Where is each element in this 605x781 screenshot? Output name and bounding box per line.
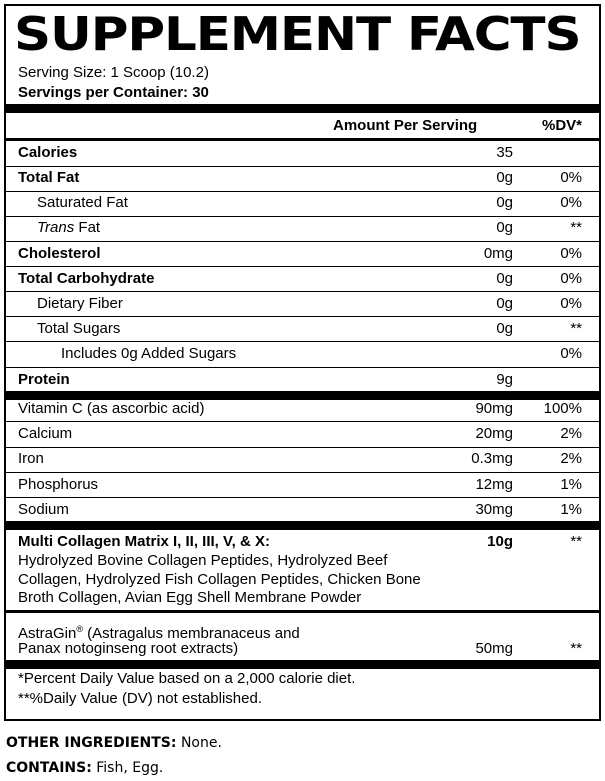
row-divider (4, 367, 601, 368)
servings-per-container: Servings per Container: 30 (18, 84, 209, 101)
divider-medium (4, 138, 601, 141)
vitamin-amount: 0.3mg (471, 450, 513, 467)
collagen-description-line: Hydrolyzed Bovine Collagen Peptides, Hydrolyzed Beef (18, 552, 388, 569)
nutrient-name: Dietary Fiber (37, 295, 123, 312)
row-divider (4, 316, 601, 317)
vitamin-amount: 30mg (475, 501, 513, 518)
trans-italic: Trans (37, 219, 75, 236)
vitamin-amount: 12mg (475, 476, 513, 493)
contains-label: CONTAINS: (6, 760, 92, 776)
astragin-dv: ** (570, 640, 582, 657)
serving-size: Serving Size: 1 Scoop (10.2) (18, 64, 209, 81)
nutrient-amount: 0g (496, 169, 513, 186)
row-divider (4, 191, 601, 192)
dv-header: %DV* (541, 117, 582, 134)
divider-thick (4, 660, 601, 669)
row-divider (4, 497, 601, 498)
other-ingredients-value: None. (176, 735, 222, 751)
nutrient-name: Total Sugars (37, 320, 121, 337)
contains-value: Fish, Egg. (91, 760, 164, 776)
vitamin-dv: 2% (560, 450, 582, 467)
row-divider (4, 472, 601, 473)
collagen-description-line: Collagen, Hydrolyzed Fish Collagen Peptides, Chicken Bone (18, 571, 421, 588)
vitamin-dv: 2% (560, 425, 582, 442)
row-divider (4, 421, 601, 422)
nutrient-dv: 0% (560, 245, 582, 262)
vitamin-name: Vitamin C (as ascorbic acid) (18, 400, 205, 417)
vitamin-name: Iron (18, 450, 44, 467)
vitamin-amount: 20mg (475, 425, 513, 442)
nutrient-dv: ** (570, 219, 582, 236)
vitamin-amount: 90mg (475, 400, 513, 417)
fat-label: Fat (74, 219, 101, 236)
nutrient-dv: 0% (560, 270, 582, 287)
nutrient-name-trans-fat (37, 219, 100, 237)
nutrient-amount: 0mg (483, 245, 513, 262)
collagen-dv: ** (570, 533, 582, 550)
collagen-name: Multi Collagen Matrix I, II, III, V, & X: (18, 533, 270, 550)
vitamin-dv: 1% (560, 476, 582, 493)
amount-per-serving-header: Amount Per Serving (333, 117, 478, 134)
panel-title: SUPPLEMENT FACTS (14, 7, 581, 61)
footnote: **%Daily Value (DV) not established. (18, 690, 263, 707)
row-divider (4, 216, 601, 217)
collagen-amount: 10g (487, 533, 513, 550)
row-divider (4, 266, 601, 267)
astragin-latin: (Astragalus membranaceus and (83, 625, 300, 642)
nutrient-dv: 0% (560, 194, 582, 211)
collagen-description-line: Broth Collagen, Avian Egg Shell Membrane Powder (18, 589, 362, 606)
nutrient-dv: 0% (560, 345, 582, 362)
astragin-amount: 50mg (475, 640, 513, 657)
nutrient-name: Protein (18, 371, 70, 388)
nutrient-dv: ** (570, 320, 582, 337)
nutrient-name: Calories (18, 144, 78, 161)
row-divider (4, 291, 601, 292)
vitamin-name: Calcium (18, 425, 73, 442)
nutrient-name: Total Carbohydrate (18, 270, 155, 287)
vitamin-dv: 1% (560, 501, 582, 518)
vitamin-name: Phosphorus (18, 476, 99, 493)
divider-thick (4, 521, 601, 530)
nutrient-amount: 9g (496, 371, 513, 388)
nutrient-name: Includes 0g Added Sugars (61, 345, 237, 362)
nutrient-dv: 0% (560, 295, 582, 312)
nutrient-amount: 0g (496, 219, 513, 236)
nutrient-amount: 0g (496, 320, 513, 337)
nutrient-name: Saturated Fat (37, 194, 128, 211)
contains (6, 759, 163, 777)
nutrient-amount: 0g (496, 270, 513, 287)
row-divider (4, 447, 601, 448)
astragin-brand: AstraGin (18, 625, 77, 642)
nutrient-amount: 0g (496, 194, 513, 211)
divider-thick (4, 104, 601, 113)
astragin-line2: Panax notoginseng root extracts) (18, 640, 239, 657)
nutrient-amount: 0g (496, 295, 513, 312)
other-ingredients-label: OTHER INGREDIENTS: (6, 735, 177, 751)
divider-medium (4, 610, 601, 613)
other-ingredients (6, 734, 222, 752)
divider-thick (4, 391, 601, 400)
row-divider (4, 341, 601, 342)
nutrient-name: Total Fat (18, 169, 80, 186)
vitamin-name: Sodium (18, 501, 69, 518)
row-divider (4, 166, 601, 167)
vitamin-dv: 100% (543, 400, 582, 417)
registered-mark: ® (76, 624, 83, 634)
nutrient-dv: 0% (560, 169, 582, 186)
footnote: *Percent Daily Value based on a 2,000 calorie diet. (18, 670, 356, 687)
nutrient-name: Cholesterol (18, 245, 101, 262)
row-divider (4, 241, 601, 242)
nutrient-amount: 35 (496, 144, 513, 161)
